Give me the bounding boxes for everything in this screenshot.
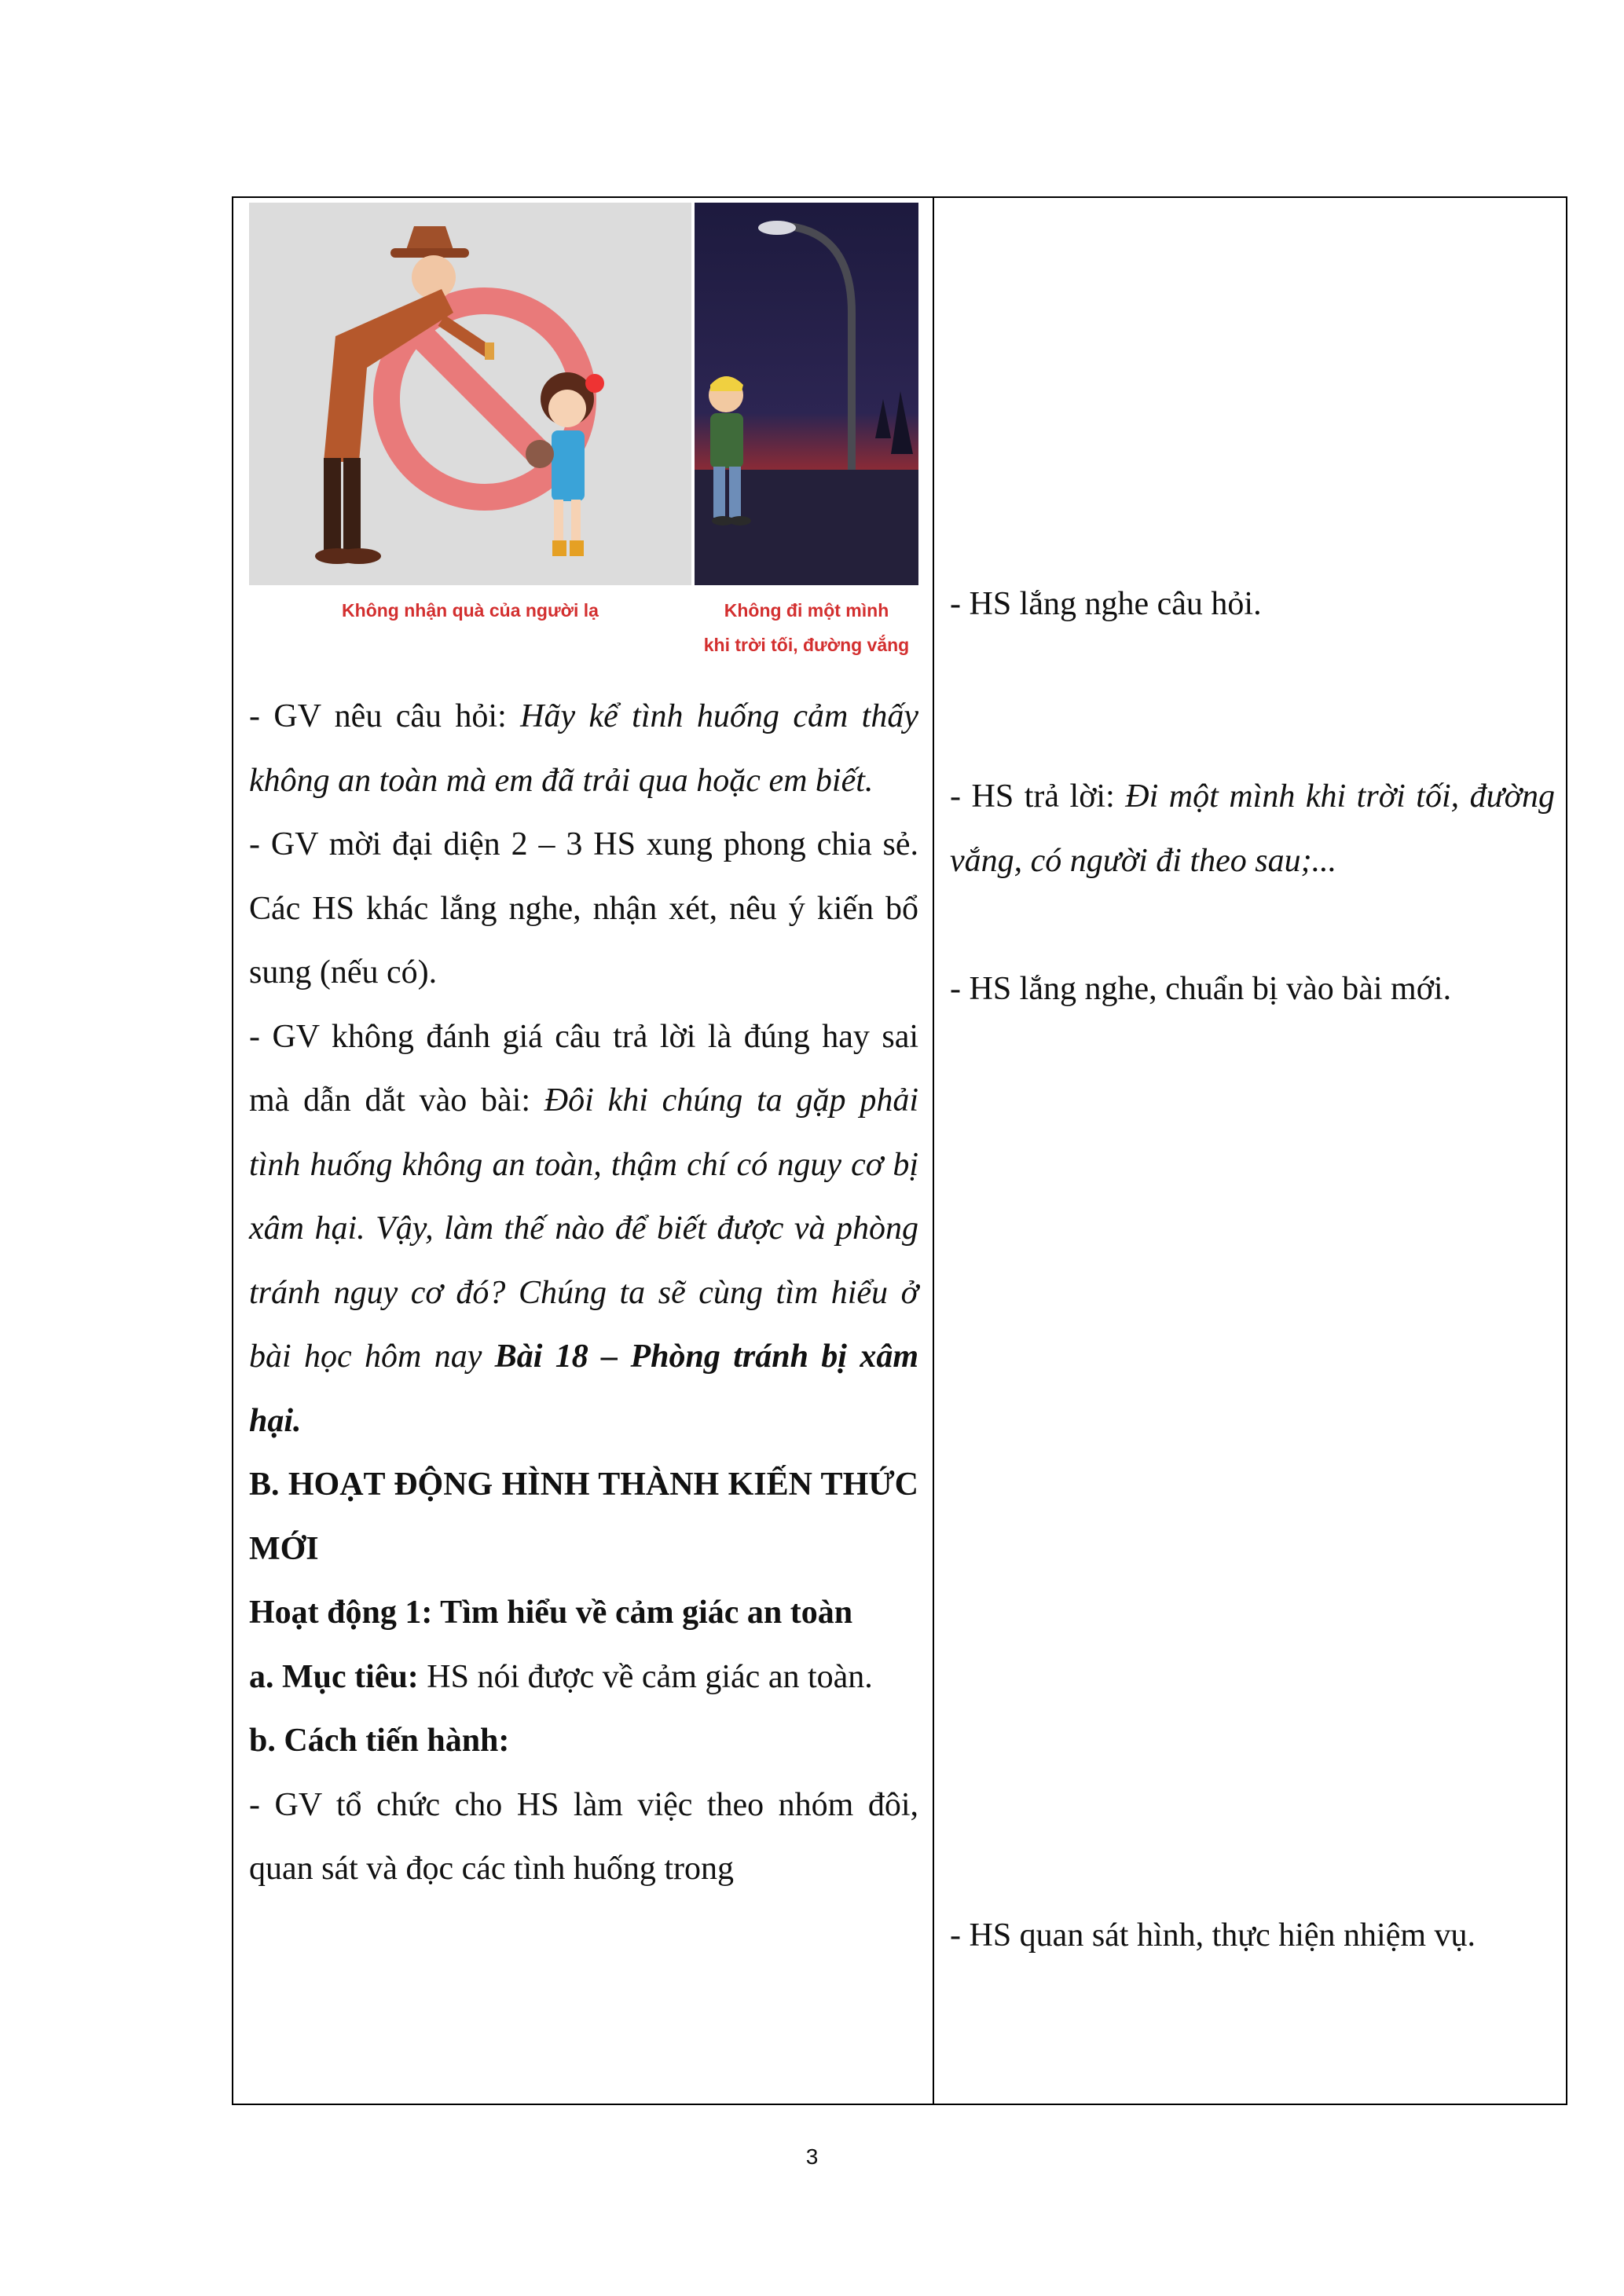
dark-street-picture <box>695 203 918 585</box>
section-b-heading: B. HOẠT ĐỘNG HÌNH THÀNH KIẾN THỨC MỚI <box>249 1467 918 1567</box>
hs-answer-text: Đi một mình khi trời tối, đường vắng, có người đi theo sau;... <box>950 778 1555 879</box>
column-divider <box>933 198 934 2104</box>
hs-answer-prefix: - HS trả lời: <box>950 778 1126 815</box>
gv-question <box>249 685 918 813</box>
goal-label: a. Mục tiêu: <box>249 1658 419 1695</box>
safety-illustration <box>249 203 918 666</box>
gv-lead <box>249 1005 918 1454</box>
hs-observe: - HS quan sát hình, thực hiện nhiệm vụ. <box>950 1917 1476 1954</box>
lesson-table <box>232 196 1567 2105</box>
goal <box>249 1646 918 1710</box>
gv-invite: - GV mời đại diện 2 – 3 HS xung phong chia sẻ. Các HS khác lắng nghe, nhận xét, nêu ý kiến bổ sung (nếu có). <box>249 826 918 991</box>
lesson-title: Bài 18 – Phòng tránh bị xâm hại. <box>249 1338 918 1439</box>
gv-lead-italic: Đôi khi chúng ta gặp phải tình huống không an toàn, thậm chí có nguy cơ bị xâm hại. Vậy, làm thế nào để biết được và phòng tránh nguy cơ đó? Chúng ta sẽ cùng tìm hiểu ở bài học hôm nay <box>249 1082 918 1375</box>
method-heading: b. Cách tiến hành: <box>249 1723 510 1759</box>
hs-answer <box>950 765 1555 893</box>
hs-listen-question: - HS lắng nghe câu hỏi. <box>950 586 1262 622</box>
activity-1-heading: Hoạt động 1: Tìm hiểu về cảm giác an toàn <box>249 1595 853 1631</box>
stranger-gift-picture <box>249 203 691 585</box>
gv-lead-prefix: - GV không đánh giá câu trả lời là đúng hay sai mà dẫn dắt vào bài: <box>249 1018 918 1119</box>
gv-question-prefix: - GV nêu câu hỏi: <box>249 698 521 734</box>
gv-question-text: Hãy kể tình huống cảm thấy không an toàn mà em đã trải qua hoặc em biết. <box>249 698 918 799</box>
gv-organize: - GV tổ chức cho HS làm việc theo nhóm đôi, quan sát và đọc các tình huống trong <box>249 1786 918 1887</box>
caption-dark-street-line2: khi trời tối, đường vắng <box>703 635 910 655</box>
goal-text: HS nói được về cảm giác an toàn. <box>418 1658 873 1695</box>
page-number: 3 <box>805 2144 819 2169</box>
caption-stranger-gift: Không nhận quà của người lạ <box>342 600 599 621</box>
hs-listen-new: - HS lắng nghe, chuẩn bị vào bài mới. <box>950 971 1452 1007</box>
caption-dark-street <box>695 593 918 662</box>
teacher-column <box>249 203 918 1902</box>
caption-dark-street-line1: Không đi một mình <box>724 600 889 621</box>
